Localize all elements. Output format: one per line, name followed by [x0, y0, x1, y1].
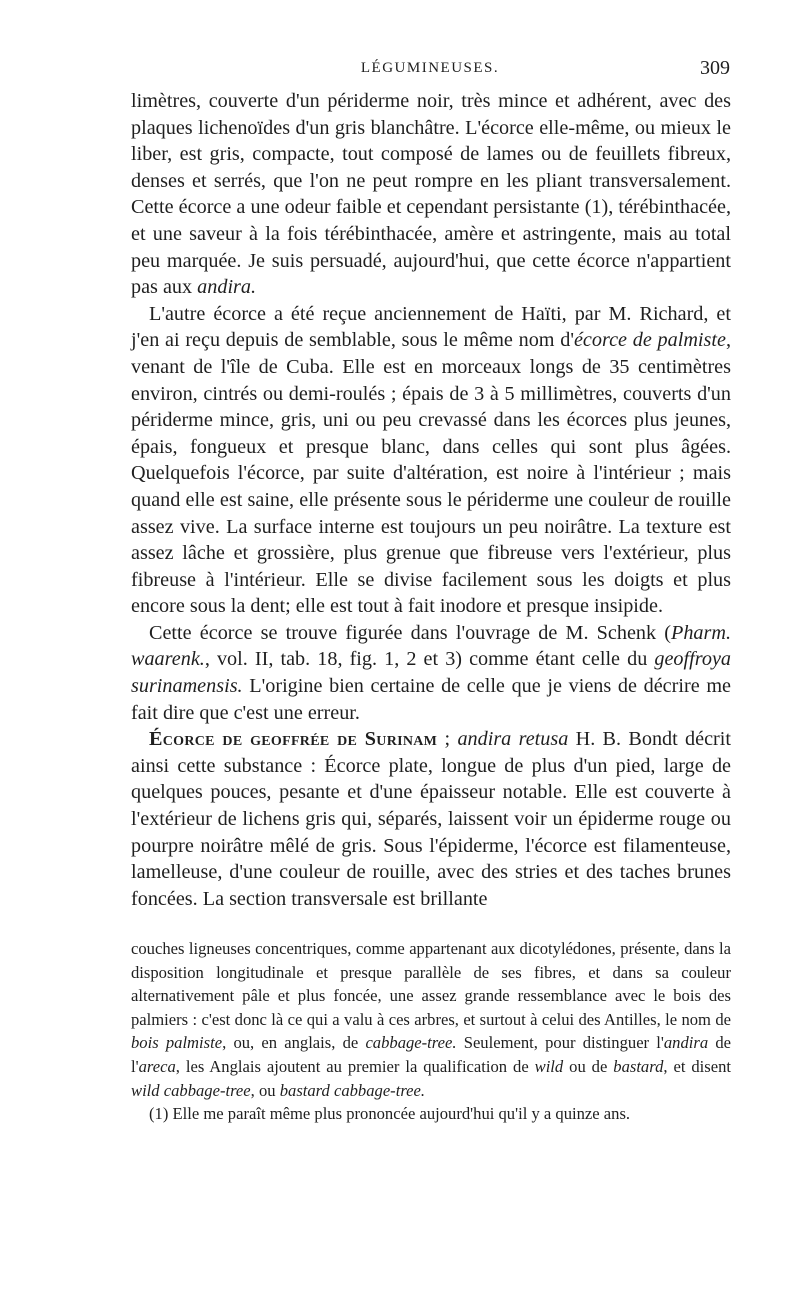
note-text-a: couches ligneuses concentriques, comme appartenant aux dicotylédones, présente, dans la disposition longitudinale et presque parallèle de ses fibres, et dans sa couleur alternativement pâle et plus foncée, une assez grande ressemblance avec le bois des palmiers : c'est donc là ce qui a valu à ces arbres, et surtout à celui des Antilles, le nom de	[131, 939, 731, 1029]
note-text-d: de l'	[131, 1033, 731, 1076]
note-italic-b: cabbage-tree.	[365, 1033, 457, 1053]
note-text-f: ou de	[563, 1056, 614, 1076]
note-italic-f: bastard	[613, 1056, 664, 1076]
footnote-1: (1) Elle me paraît même plus prononcée aujourd'hui qu'il y a quinze ans.	[149, 1104, 631, 1124]
paragraph-3-text-a: Cette écorce se trouve figurée dans l'ouvrage de M. Schenk (	[149, 621, 671, 644]
main-text	[131, 88, 731, 912]
footnotes	[131, 937, 731, 1126]
paragraph-3	[131, 620, 731, 726]
running-title: LÉGUMINEUSES.	[360, 60, 500, 76]
paragraph-1-text: limètres, couverte d'un périderme noir, très mince et adhérent, avec des plaques lichenoïdes d'un gris blanchâtre. L'écorce elle-même, ou mieux le liber, est gris, compacte, tout composé de lames ou de feuillets fibreux, denses et serrés, que l'on ne peut rompre en les pliant transversalement. Cette écorce a une odeur faible et cependant persistante (1), térébinthacée, et une saveur à la fois térébinthacée, amère et astringente, mais au total peu marquée. Je suis persuadé, aujourd'hui, que cette écorce n'appartient pas aux	[131, 90, 731, 299]
paragraph-4	[131, 726, 731, 912]
note-italic-h: bastard cabbage-tree.	[279, 1080, 426, 1100]
paragraph-3-italic-a: Pharm. waarenk.	[131, 621, 731, 671]
note-italic-e: wild	[534, 1056, 564, 1076]
note-italic-a: bois palmiste	[131, 1033, 223, 1053]
section-heading: Écorce de geoffrée de Surinam	[149, 728, 438, 751]
footnote-continuation	[131, 937, 731, 1102]
paragraph-4-italic: andira retusa	[457, 728, 569, 751]
paragraph-4-text-b: H. B. Bondt décrit ainsi cette substance : Écorce plate, longue de plus d'un pied, large de quelques pouces, pesante et d'une épaisseur notable. Elle est couverte à l'extérieur de lichens gris qui, séparés, laissent voir un épiderme rouge ou pourpre noirâtre mêlé de gris. Sous l'épiderme, l'écorce est filamenteuse, lamelleuse, d'une couleur de rouille, avec des stries et des taches brunes foncées. La section transversale est brillante	[131, 728, 731, 910]
note-italic-c: andira	[663, 1033, 709, 1053]
paragraph-3-text-c: L'origine bien certaine de celle que je viens de décrire me fait dire que c'est une erreur.	[131, 675, 731, 724]
page-number: 309	[700, 57, 730, 79]
paragraph-2-text-a: L'autre écorce a été reçue anciennement de Haïti, par M. Richard, et j'en ai reçu depuis de semblable, sous le même nom d'	[131, 302, 731, 352]
paragraph-1-italic: andira.	[197, 276, 257, 299]
paragraph-3-text-b: , vol. II, tab. 18, fig. 1, 2 et 3) comme étant celle du	[204, 648, 655, 671]
paragraph-2-text-b: , venant de l'île de Cuba. Elle est en morceaux longs de 35 centimètres environ, cintrés ou demi-roulés ; épais de 3 à 5 millimètres, couverts d'un périderme mince, gris, uni ou peu crevassé dans les écorces plus jeunes, épais, fongueux et presque blanc, dans celles qui sont plus âgées. Quelquefois l'écorce, par suite d'altération, est noire à l'intérieur ; mais quand elle est saine, elle présente sous le périderme une couleur de rouille assez vive. La surface interne est toujours un peu noirâtre. La texture est assez lâche et grossière, plus grenue que fibreuse vers l'extérieur, plus fibreuse à l'intérieur. Elle se divise facilement sous les doigts et plus encore sous la dent; elle est tout à fait inodore et presque insipide.	[131, 329, 731, 618]
paragraph-2-italic: écorce de palmiste	[573, 329, 726, 352]
note-text-e: , les Anglais ajoutent au premier la qualification de	[175, 1056, 535, 1076]
note-italic-d: areca	[138, 1056, 176, 1076]
note-italic-g: wild cabbage-tree	[131, 1080, 251, 1100]
running-head	[130, 57, 730, 86]
note-text-h: , ou	[250, 1080, 280, 1100]
paragraph-4-text-a: ;	[437, 728, 458, 751]
paragraph-2	[131, 301, 731, 620]
note-text-b: , ou, en anglais, de	[222, 1033, 366, 1053]
note-text-c: Seulement, pour distinguer l'	[456, 1033, 664, 1053]
paragraph-3-italic-b: geoffroya surinamensis.	[131, 648, 731, 698]
note-text-g: , et disent	[663, 1056, 731, 1076]
paragraph-1	[131, 88, 731, 301]
